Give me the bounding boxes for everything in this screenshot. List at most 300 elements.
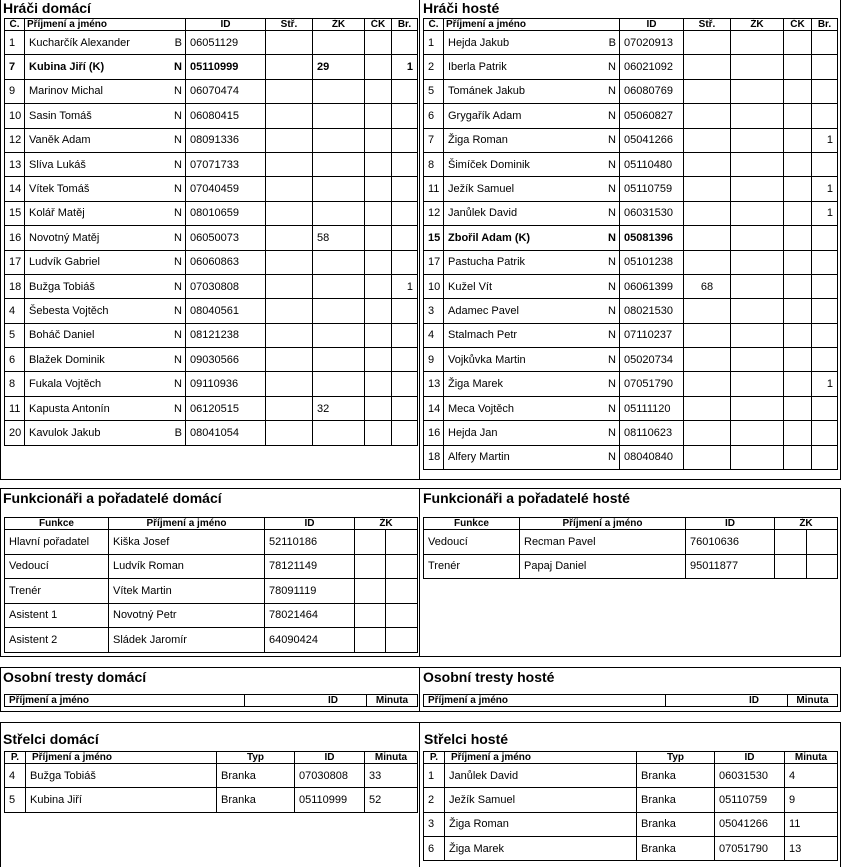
player-number: 4 <box>5 299 25 323</box>
player-br <box>392 372 418 396</box>
player-zk <box>313 372 365 396</box>
player-br <box>392 299 418 323</box>
player-id: 08121238 <box>186 323 266 347</box>
home-players-rows <box>5 31 418 446</box>
player-br <box>812 299 838 323</box>
player-row <box>424 348 838 372</box>
official-extra <box>807 530 838 555</box>
scorer-row <box>5 764 418 788</box>
player-row <box>424 201 838 225</box>
player-br: 1 <box>812 372 838 396</box>
official-function: Trenér <box>5 579 109 604</box>
player-ck <box>784 104 812 128</box>
player-row <box>5 323 418 347</box>
home-scorers-table <box>4 751 418 813</box>
player-str <box>266 104 313 128</box>
player-br <box>392 79 418 103</box>
player-ck <box>784 348 812 372</box>
header-minute: Minuta <box>785 752 838 764</box>
player-name: Novotný Matěj <box>29 231 100 244</box>
player-name-cell <box>25 299 186 323</box>
official-extra <box>386 603 418 628</box>
scorer-id: 05110759 <box>715 788 785 812</box>
player-name: Alfery Martin <box>448 451 510 464</box>
table-header <box>5 518 418 530</box>
player-row <box>424 79 838 103</box>
header-id: ID <box>295 752 365 764</box>
home-scorers-title: Střelci domácí <box>3 731 99 747</box>
player-str <box>684 128 731 152</box>
player-type: N <box>608 231 616 244</box>
player-str <box>266 31 313 55</box>
player-name-cell <box>444 152 620 176</box>
player-id: 05020734 <box>620 348 684 372</box>
player-id: 05111120 <box>620 396 684 420</box>
player-br <box>392 201 418 225</box>
player-ck <box>365 250 392 274</box>
player-zk <box>731 128 784 152</box>
official-name: Kiška Josef <box>109 530 265 555</box>
player-str: 68 <box>684 274 731 298</box>
player-number: 9 <box>5 79 25 103</box>
scorer-id: 07030808 <box>295 764 365 788</box>
player-number: 16 <box>424 421 444 445</box>
official-function: Trenér <box>424 554 520 579</box>
table-header <box>5 695 418 707</box>
player-name-cell <box>444 104 620 128</box>
official-function: Vedoucí <box>424 530 520 555</box>
player-name-cell <box>25 201 186 225</box>
player-type: N <box>608 256 616 269</box>
header-num: P. <box>424 752 445 764</box>
scorer-name: Bužga Tobiáš <box>26 764 217 788</box>
official-zk <box>355 603 386 628</box>
player-type: N <box>608 378 616 391</box>
scorer-number: 6 <box>424 836 445 860</box>
player-str <box>684 104 731 128</box>
player-zk <box>313 201 365 225</box>
scorer-minute: 52 <box>365 788 418 812</box>
table-header <box>424 752 838 764</box>
player-name: Hejda Jan <box>448 426 498 439</box>
player-str <box>266 372 313 396</box>
player-ck <box>784 201 812 225</box>
player-id: 06061399 <box>620 274 684 298</box>
official-id: 76010636 <box>686 530 775 555</box>
player-str <box>684 396 731 420</box>
player-number: 14 <box>424 396 444 420</box>
player-name: Meca Vojtěch <box>448 402 515 415</box>
player-ck <box>365 396 392 420</box>
scorer-name: Kubina Jiří <box>26 788 217 812</box>
scorer-row <box>424 764 838 788</box>
player-row <box>424 250 838 274</box>
player-number: 4 <box>424 323 444 347</box>
player-ck <box>784 250 812 274</box>
header-name: Příjmení a jméno <box>26 752 217 764</box>
player-name: Janůlek David <box>448 207 518 220</box>
player-ck <box>365 152 392 176</box>
scorer-number: 5 <box>5 788 26 812</box>
player-id: 07110237 <box>620 323 684 347</box>
player-name: Ludvík Gabriel <box>29 256 100 269</box>
official-id: 95011877 <box>686 554 775 579</box>
player-zk <box>313 152 365 176</box>
player-row <box>5 372 418 396</box>
player-number: 10 <box>5 104 25 128</box>
player-id: 08021530 <box>620 299 684 323</box>
scorer-row <box>424 812 838 836</box>
player-str <box>266 128 313 152</box>
scorer-id: 06031530 <box>715 764 785 788</box>
player-zk <box>313 421 365 445</box>
player-type: N <box>174 61 182 74</box>
header-ck: ČK <box>365 19 392 31</box>
player-id: 06050073 <box>186 226 266 250</box>
official-id: 64090424 <box>265 628 355 653</box>
player-ck <box>784 79 812 103</box>
player-row <box>424 104 838 128</box>
player-br <box>812 445 838 469</box>
player-name-cell <box>25 152 186 176</box>
player-name-cell <box>25 226 186 250</box>
player-type: N <box>174 158 182 171</box>
home-officials-title: Funkcionáři a pořadatelé domácí <box>3 490 222 506</box>
scorer-id: 05110999 <box>295 788 365 812</box>
player-row <box>424 445 838 469</box>
player-row <box>5 79 418 103</box>
player-str <box>266 201 313 225</box>
official-name: Vítek Martin <box>109 579 265 604</box>
table-header <box>424 695 838 707</box>
player-name-cell <box>444 299 620 323</box>
player-ck <box>365 201 392 225</box>
player-str <box>684 445 731 469</box>
player-ck <box>365 323 392 347</box>
player-name: Vaněk Adam <box>29 134 91 147</box>
scorer-type: Branka <box>637 788 715 812</box>
player-type: N <box>608 207 616 220</box>
header-minute: Minuta <box>367 695 418 707</box>
scorer-name: Žiga Marek <box>445 836 637 860</box>
player-name-cell <box>25 421 186 445</box>
player-br <box>392 128 418 152</box>
header-br: Br. <box>392 19 418 31</box>
player-name-cell <box>25 323 186 347</box>
player-row <box>424 55 838 79</box>
player-number: 7 <box>5 55 25 79</box>
player-number: 10 <box>424 274 444 298</box>
player-name: Sasin Tomáš <box>29 109 92 122</box>
player-id: 09030566 <box>186 348 266 372</box>
player-ck <box>784 372 812 396</box>
player-number: 15 <box>424 226 444 250</box>
player-number: 8 <box>424 152 444 176</box>
player-number: 5 <box>5 323 25 347</box>
player-id: 08040840 <box>620 445 684 469</box>
player-row <box>5 104 418 128</box>
header-id: ID <box>186 19 266 31</box>
home-scorers-rows <box>5 764 418 813</box>
player-zk <box>731 177 784 201</box>
official-zk <box>355 628 386 653</box>
player-id: 05081396 <box>620 226 684 250</box>
player-type: N <box>608 61 616 74</box>
player-name: Kužel Vít <box>448 280 493 293</box>
home-penalties-table <box>4 694 418 707</box>
player-name-cell <box>444 372 620 396</box>
player-zk <box>313 348 365 372</box>
player-number: 12 <box>424 201 444 225</box>
official-id: 78121149 <box>265 554 355 579</box>
player-id: 07071733 <box>186 152 266 176</box>
table-header <box>5 752 418 764</box>
scorer-minute: 13 <box>785 836 838 860</box>
player-type: N <box>174 329 182 342</box>
player-id: 09110936 <box>186 372 266 396</box>
player-str <box>266 152 313 176</box>
player-id: 05041266 <box>620 128 684 152</box>
home-players-panel <box>0 0 420 480</box>
player-number: 15 <box>5 201 25 225</box>
player-name-cell <box>444 274 620 298</box>
home-officials-panel <box>0 488 420 657</box>
player-id: 07051790 <box>620 372 684 396</box>
player-name-cell <box>25 79 186 103</box>
scorer-row <box>5 788 418 812</box>
player-row <box>424 31 838 55</box>
scorer-minute: 9 <box>785 788 838 812</box>
player-zk <box>731 348 784 372</box>
player-name-cell <box>444 396 620 420</box>
scorer-name: Ježík Samuel <box>445 788 637 812</box>
player-str <box>266 421 313 445</box>
player-number: 13 <box>424 372 444 396</box>
player-id: 05110480 <box>620 152 684 176</box>
player-name-cell <box>444 55 620 79</box>
official-function: Vedoucí <box>5 554 109 579</box>
official-extra <box>386 628 418 653</box>
player-type: N <box>174 109 182 122</box>
player-br: 1 <box>392 55 418 79</box>
player-id: 06120515 <box>186 396 266 420</box>
player-name: Žiga Roman <box>448 134 508 147</box>
official-row <box>5 554 418 579</box>
scorer-number: 4 <box>5 764 26 788</box>
player-name-cell <box>25 274 186 298</box>
header-function: Funkce <box>5 518 109 530</box>
player-number: 18 <box>5 274 25 298</box>
header-name: Příjmení a jméno <box>520 518 686 530</box>
away-players-rows <box>424 31 838 470</box>
player-name-cell <box>444 445 620 469</box>
player-ck <box>784 323 812 347</box>
player-number: 8 <box>5 372 25 396</box>
table-header <box>424 19 838 31</box>
header-zk: ŽK <box>775 518 838 530</box>
header-name: Příjmení a jméno <box>424 695 666 707</box>
player-name: Boháč Daniel <box>29 329 95 342</box>
header-id: ID <box>686 518 775 530</box>
player-br <box>812 250 838 274</box>
player-name: Tománek Jakub <box>448 85 526 98</box>
player-row <box>5 128 418 152</box>
scorer-name: Janůlek David <box>445 764 637 788</box>
header-name: Příjmení a jméno <box>109 518 265 530</box>
away-scorers-panel <box>420 722 841 867</box>
player-name-cell <box>25 104 186 128</box>
player-str <box>266 323 313 347</box>
player-ck <box>365 128 392 152</box>
player-zk <box>313 79 365 103</box>
player-type: N <box>608 280 616 293</box>
player-br <box>812 396 838 420</box>
header-name: Příjmení a jméno <box>25 19 186 31</box>
header-br: Br. <box>812 19 838 31</box>
player-id: 08040561 <box>186 299 266 323</box>
player-str <box>266 55 313 79</box>
player-br <box>392 226 418 250</box>
player-zk <box>731 421 784 445</box>
official-name: Recman Pavel <box>520 530 686 555</box>
player-zk <box>731 104 784 128</box>
player-ck <box>784 226 812 250</box>
scorer-minute: 4 <box>785 764 838 788</box>
player-type: N <box>608 85 616 98</box>
away-players-panel <box>420 0 841 480</box>
player-str <box>684 31 731 55</box>
player-number: 16 <box>5 226 25 250</box>
player-type: N <box>174 304 182 317</box>
player-row <box>5 177 418 201</box>
player-str <box>266 348 313 372</box>
scorer-minute: 11 <box>785 812 838 836</box>
home-officials-table <box>4 517 418 653</box>
player-zk <box>731 396 784 420</box>
player-number: 12 <box>5 128 25 152</box>
player-zk <box>313 128 365 152</box>
player-row <box>424 128 838 152</box>
player-str <box>266 396 313 420</box>
player-ck <box>784 31 812 55</box>
player-type: N <box>174 231 182 244</box>
player-row <box>5 55 418 79</box>
player-ck <box>365 55 392 79</box>
player-str <box>266 299 313 323</box>
player-id: 06080769 <box>620 79 684 103</box>
official-function: Asistent 2 <box>5 628 109 653</box>
player-row <box>424 372 838 396</box>
player-zk <box>731 55 784 79</box>
player-name-cell <box>444 79 620 103</box>
scorer-type: Branka <box>637 764 715 788</box>
scorer-number: 1 <box>424 764 445 788</box>
player-name: Vojkůvka Martin <box>448 353 526 366</box>
player-name: Blažek Dominik <box>29 353 105 366</box>
header-type: Typ <box>637 752 715 764</box>
official-id: 78091119 <box>265 579 355 604</box>
player-name: Iberla Patrik <box>448 61 507 74</box>
player-str <box>684 152 731 176</box>
player-ck <box>784 128 812 152</box>
player-number: 18 <box>424 445 444 469</box>
player-number: 1 <box>5 31 25 55</box>
player-str <box>266 79 313 103</box>
player-str <box>684 299 731 323</box>
player-br <box>812 104 838 128</box>
player-row <box>424 152 838 176</box>
player-ck <box>365 372 392 396</box>
player-row <box>5 250 418 274</box>
away-penalties-panel <box>420 667 841 712</box>
player-zk: 32 <box>313 396 365 420</box>
scorer-number: 2 <box>424 788 445 812</box>
player-str <box>684 226 731 250</box>
scorer-number: 3 <box>424 812 445 836</box>
player-name: Marinov Michal <box>29 85 103 98</box>
away-penalties-title: Osobní tresty hosté <box>423 669 555 685</box>
player-name: Kapusta Antonín <box>29 402 110 415</box>
player-number: 14 <box>5 177 25 201</box>
official-extra <box>386 554 418 579</box>
player-number: 17 <box>5 250 25 274</box>
player-name: Fukala Vojtěch <box>29 378 102 391</box>
player-type: N <box>608 109 616 122</box>
player-zk <box>731 31 784 55</box>
official-zk <box>355 579 386 604</box>
scorer-id: 07051790 <box>715 836 785 860</box>
player-type: N <box>174 280 182 293</box>
header-type: Typ <box>217 752 295 764</box>
player-id: 06051129 <box>186 31 266 55</box>
player-br <box>392 250 418 274</box>
player-str <box>684 201 731 225</box>
player-zk <box>313 31 365 55</box>
player-number: 11 <box>424 177 444 201</box>
player-br <box>812 79 838 103</box>
header-num: P. <box>5 752 26 764</box>
player-zk <box>313 250 365 274</box>
player-name-cell <box>444 128 620 152</box>
away-scorers-rows <box>424 764 838 861</box>
official-row <box>5 603 418 628</box>
player-name-cell <box>444 177 620 201</box>
player-type: N <box>608 353 616 366</box>
player-row <box>5 299 418 323</box>
player-zk <box>313 299 365 323</box>
player-name: Šimíček Dominik <box>448 158 530 171</box>
player-type: N <box>608 426 616 439</box>
player-zk: 29 <box>313 55 365 79</box>
player-br <box>812 323 838 347</box>
player-number: 11 <box>5 396 25 420</box>
player-name-cell <box>25 31 186 55</box>
player-number: 7 <box>424 128 444 152</box>
player-name-cell <box>444 201 620 225</box>
player-str <box>684 55 731 79</box>
player-str <box>684 372 731 396</box>
player-zk <box>731 445 784 469</box>
player-ck <box>784 152 812 176</box>
player-type: N <box>608 158 616 171</box>
player-str <box>266 250 313 274</box>
player-name: Kucharčík Alexander <box>29 36 130 49</box>
player-br: 1 <box>812 177 838 201</box>
player-id: 05101238 <box>620 250 684 274</box>
player-ck <box>784 421 812 445</box>
player-name: Stalmach Petr <box>448 329 518 342</box>
player-name: Hejda Jakub <box>448 36 510 49</box>
